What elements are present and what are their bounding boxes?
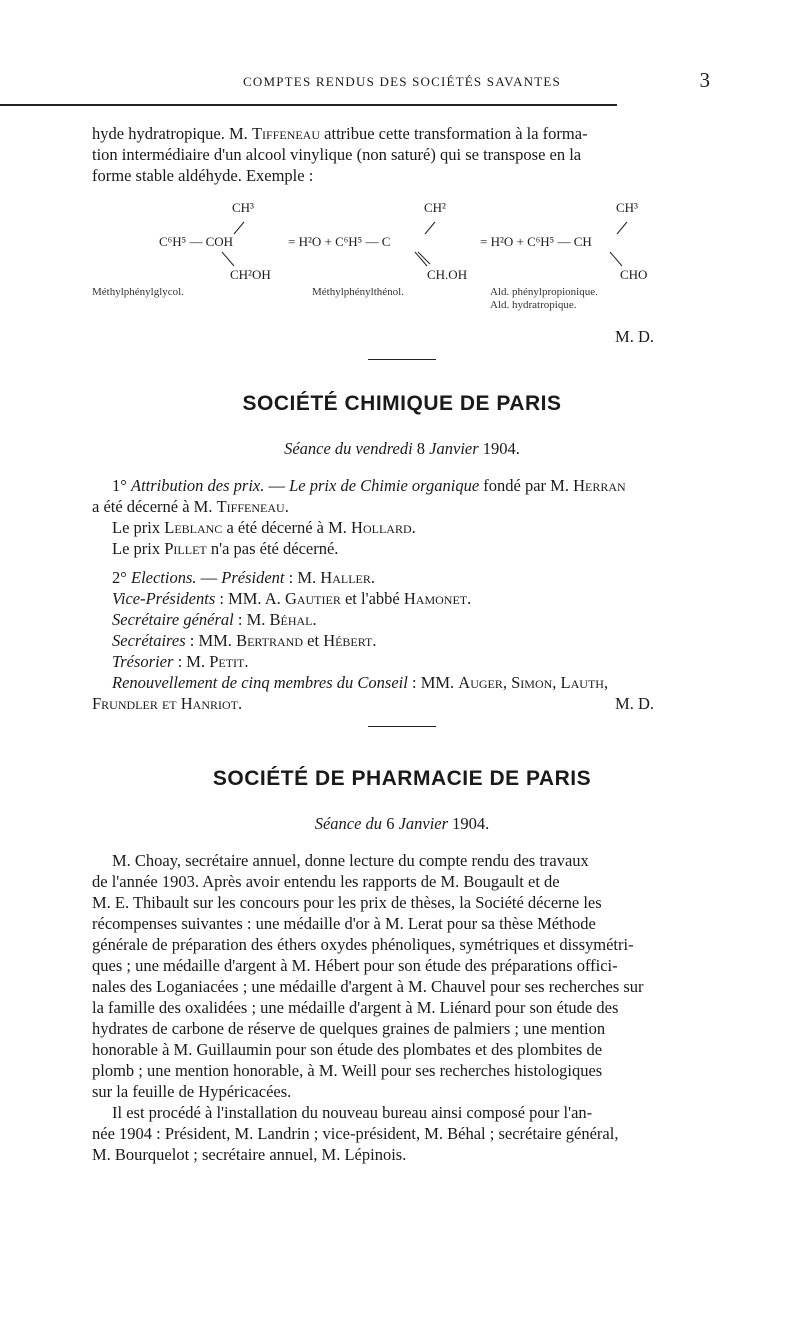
text: Elections. [130,568,197,587]
text: — [264,476,290,495]
body-line [92,567,712,588]
formula-caption: Ald. phénylpropionique. [490,286,598,298]
text: 1904. [448,814,490,833]
person-name: Hollard [351,518,412,537]
person-name: Bertrand [236,631,304,650]
formula-text: CH³ [232,200,254,215]
running-title: COMPTES RENDUS DES SOCIÉTÉS SAVANTES [243,74,561,89]
text: . [312,610,317,629]
body-line: honorable à M. Guillaumin pour son étude des plombates et des plombites de [92,1040,603,1059]
page [92,66,712,1165]
chemical-formula [92,194,712,311]
person-name: Petit [209,652,245,671]
intro-line [92,123,712,144]
text: Le prix de Chimie organique [289,476,480,495]
text: Renouvellement de cinq membres du Conseil [112,673,408,692]
body-line: hydrates de carbone de réserve de quelques graines de palmiers ; une mention [92,1019,606,1038]
body-line: M. Bourquelot ; secrétaire annuel, M. Lépinois. [92,1145,407,1164]
person-name: Hamonet [403,589,468,608]
text: Président [221,568,285,587]
seance-date [92,438,712,459]
text: : MM. [185,631,237,650]
text: : M. [173,652,210,671]
formula-caption: Méthylphénylthénol. [312,286,404,298]
person-name: Haller [320,568,371,587]
person-name: Leblanc [164,518,223,537]
body-line [92,538,712,559]
text: a été décerné à M. [222,518,352,537]
body-line [92,630,712,651]
formula-text: C⁶H⁵ — COH [159,234,234,249]
signature: M. D. [615,694,654,713]
text: hyde hydratropique. M. [92,124,252,143]
person-name: Herran [573,476,626,495]
text: . [284,497,289,516]
person-name: Pillet [164,539,207,558]
body-line [92,475,712,496]
body-line: née 1904 : Président, M. Landrin ; vice-président, M. Béhal ; secrétaire général, [92,1124,619,1143]
text: : M. [284,568,321,587]
text: 1904. [478,439,520,458]
body-line: M. E. Thibault sur les concours pour les prix de thèses, la Société décerne les [92,893,602,912]
text: Le prix [112,518,165,537]
text: — [196,568,222,587]
text: 8 [412,439,430,458]
body-line: de l'année 1903. Après avoir entendu les rapports de M. Bougault et de [92,872,560,891]
text: Trésorier [112,652,174,671]
section-title: SOCIÉTÉ DE PHARMACIE DE PARIS [212,767,592,790]
body-line: récompenses suivantes : une médaille d'or à M. Lerat pour sa thèse Méthode [92,914,596,933]
formula-text: CH³ [616,200,638,215]
formula-text: = H²O + C⁶H⁵ — CH [480,234,592,249]
body-line: ques ; une médaille d'argent à M. Hébert pour son étude des préparations offici- [92,956,618,975]
body-line: Il est procédé à l'installation du nouveau bureau ainsi composé pour l'an- [112,1103,593,1122]
text: . [411,518,416,537]
text: Janvier [429,439,479,458]
person-name: Hébert [323,631,373,650]
body-line [92,496,712,517]
text: attribue cette transformation à la forma- [320,124,588,143]
page-number: 3 [699,68,710,92]
body-line [92,672,712,693]
formula-text: CH²OH [230,267,271,282]
text: Le prix [112,539,165,558]
text: Attribution des prix. [130,476,265,495]
chimie-body [92,475,712,714]
pharmacie-body [92,850,712,1165]
section-title: SOCIÉTÉ CHIMIQUE DE PARIS [242,392,562,415]
signature: M. D. [615,327,654,346]
intro-line: tion intermédiaire d'un alcool vinylique (non saturé) qui se transpose en la [92,145,582,164]
text: et [303,631,324,650]
body-line: plomb ; une mention honorable, à M. Weill pour ses recherches histologiques [92,1061,603,1080]
text: 2° [112,568,131,587]
text: n'a pas été décerné. [206,539,339,558]
body-line [92,651,712,672]
text: : MM. [407,673,459,692]
intro-paragraph [92,123,712,186]
body-line: sur la feuille de Hypéricacées. [92,1082,292,1101]
person-name: Auger, Simon, Lauth, [458,673,609,692]
person-name: Béhal [269,610,313,629]
text: et l'abbé [340,589,404,608]
text: . [467,589,472,608]
author-name: Tiffeneau [251,124,321,143]
text: : M. [233,610,270,629]
person-name: Gautier [284,589,341,608]
text: 6 [382,814,399,833]
text: . [370,568,375,587]
body-line: nales des Loganiacées ; une médaille d'argent à M. Chauvel pour ses recherches sur [92,977,644,996]
formula-text: CHO [620,267,648,282]
body-line: générale de préparation des éthers oxydes phénoliques, symétriques et dissymétri- [92,935,634,954]
running-head [92,66,712,92]
formula-caption: Ald. hydratropique. [490,299,577,311]
text: Séance du [314,814,383,833]
person-name: Tiffeneau [216,497,285,516]
text: fondé par M. [479,476,574,495]
text: Secrétaires [112,631,186,650]
body-line: la famille des oxalidées ; une médaille d'argent à M. Liénard pour son étude des [92,998,619,1017]
text: Janvier [398,814,449,833]
text: . [244,652,249,671]
body-line [92,693,712,714]
intro-line: forme stable aldéhyde. Exemple : [92,166,314,185]
formula-text: CH.OH [427,267,468,282]
text: 1° [112,476,131,495]
body-line: M. Choay, secrétaire annuel, donne lecture du compte rendu des travaux [112,851,589,870]
text: Secrétaire général [112,610,234,629]
text: Vice-Présidents [112,589,216,608]
formula-caption: Méthylphénylglycol. [92,286,184,298]
body-line [92,588,712,609]
text: Séance du vendredi [284,439,413,458]
text: a été décerné à M. [92,497,217,516]
body-line [92,609,712,630]
formula-text: CH² [424,200,446,215]
seance-date [92,813,712,834]
formula-text: = H²O + C⁶H⁵ — C [288,234,391,249]
body-line [92,517,712,538]
person-name: Frundler et Hanriot. [92,694,243,713]
text: . [372,631,377,650]
text: : MM. A. [215,589,285,608]
